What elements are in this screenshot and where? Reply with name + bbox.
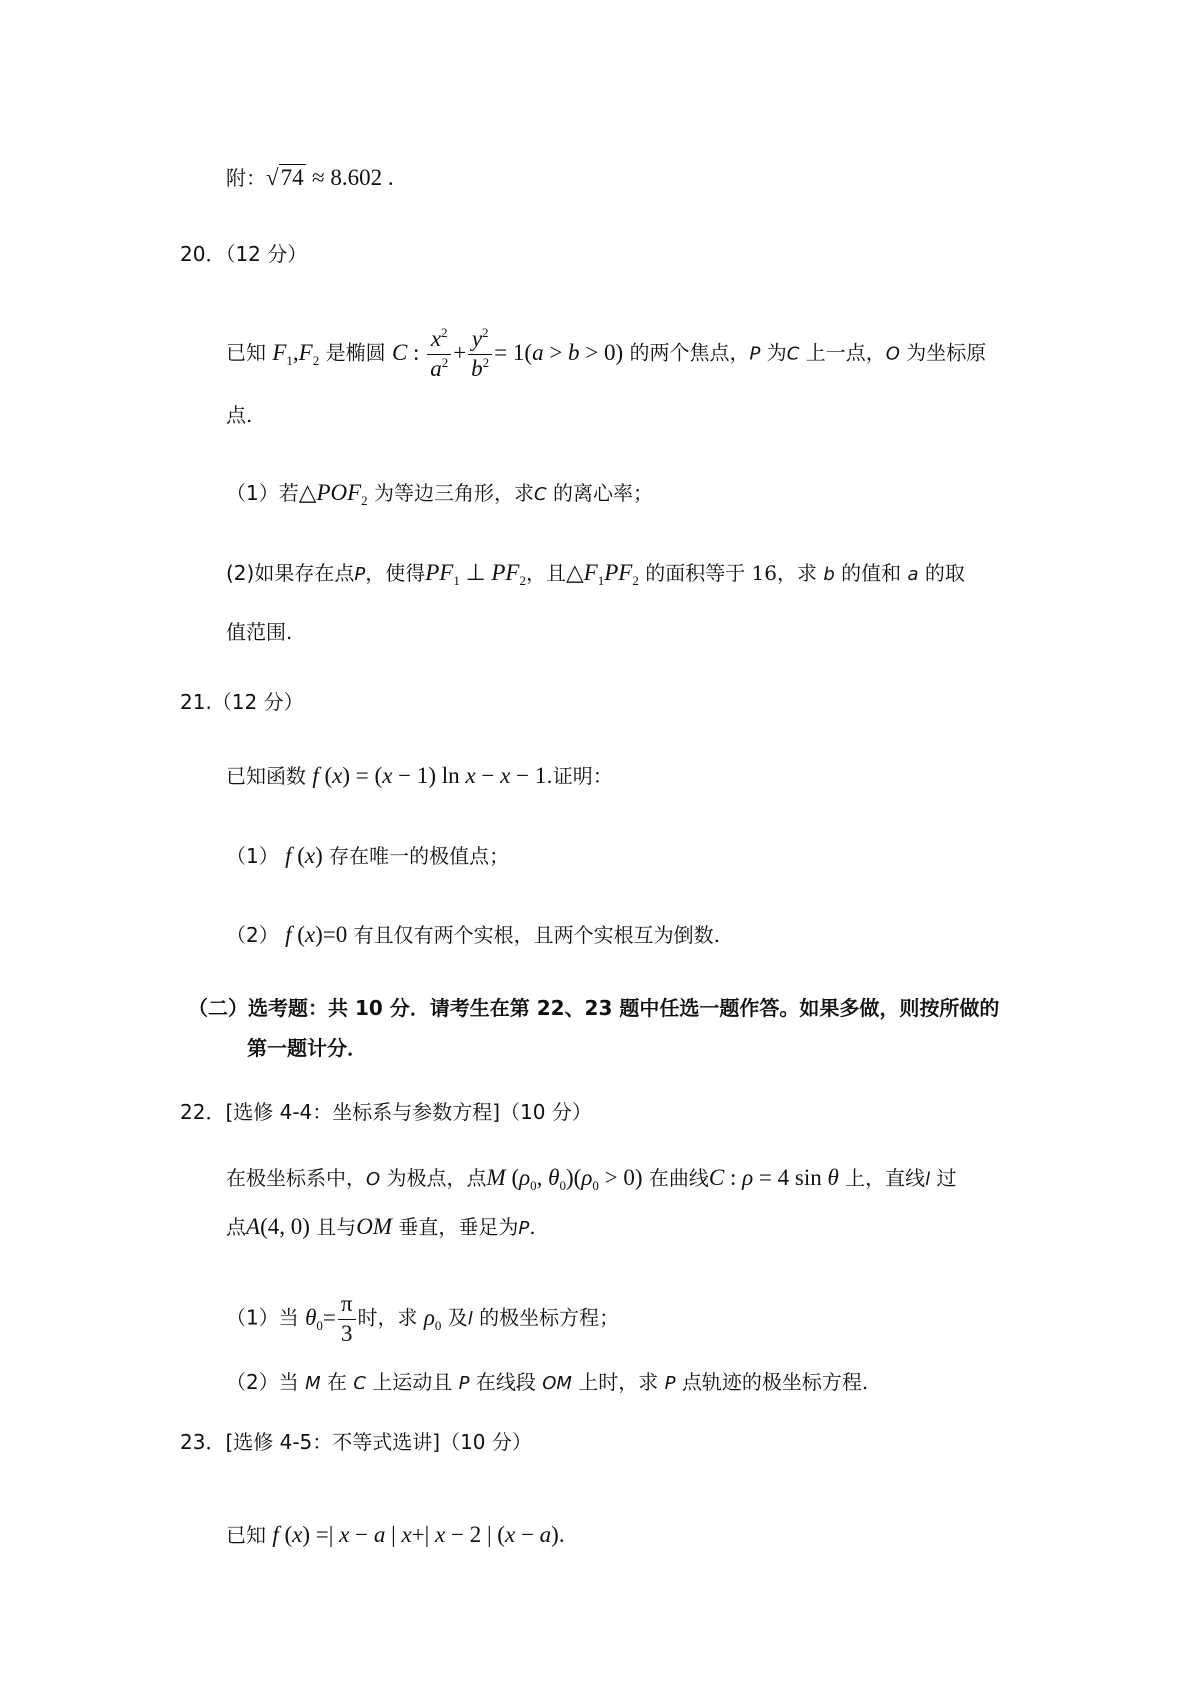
- q20-score: （12 分）: [225, 242, 308, 266]
- q23-stem: 已知 f (x) =| x − a | x+| x − 2 | (x − a).: [226, 1522, 565, 1547]
- q20-header: [180, 244, 307, 264]
- q21-part1: （1） f (x) 存在唯一的极值点；: [226, 843, 510, 868]
- function-f-definition: f (x) = (x − 1) ln x − x − 1: [312, 763, 547, 788]
- section2-heading: （二）选考题：共 10 分．请考生在第 22、23 题中任选一题作答。如果多做，则按所做的: [188, 996, 1000, 1020]
- q21-header: 21.（12 分）: [180, 690, 304, 714]
- q21-part2: （2） f (x)=0 有且仅有两个实根，且两个实根互为倒数.: [226, 922, 720, 947]
- q20-part1: （1）若$\triangle POF_2$ 为等边三角形，求C 的离心率；: [226, 480, 653, 508]
- appendix-label: 附：: [226, 166, 266, 190]
- ellipse-equation: C : $\frac{x^2}{a^2}$ + $\frac{y^2}{b^2}$ = 1(a > b > 0): [391, 325, 624, 381]
- q20-part2-cont: 值范围.: [226, 620, 293, 644]
- q22-header: 22．[选修 4-4：坐标系与参数方程]（10 分）: [180, 1100, 592, 1124]
- section2-heading-cont: 第一题计分．: [247, 1036, 367, 1060]
- appendix-line: [226, 166, 394, 189]
- q20-stem-line2: 点.: [226, 403, 253, 427]
- q20-stem-line1: 已知 $F_1,F_2$ 是椭圆 C : $\frac{x^2}{a^2}$ + $\frac{y^2}{b^2}$ = 1(a > b > 0) 的两个焦点，P 为C 上一点，O 为坐标原: [226, 325, 987, 381]
- q20-part2: (2)如果存在点P，使得$PF_1$ ⊥ $PF_2$，且$\triangle F_1PF_2$ 的面积等于 16，求 b 的值和 a 的取: [226, 560, 965, 588]
- sqrt-74: √74: [266, 165, 304, 190]
- appendix-value: ≈ 8.602 .: [311, 165, 394, 190]
- q21-stem: 已知函数 f (x) = (x − 1) ln x − x − 1.证明：: [226, 763, 613, 788]
- foci-f1-f2: $F_1,F_2$: [272, 339, 320, 368]
- q22-stem-line1: 在极坐标系中，O 为极点，点M ($\rho_0$, $\theta_0)(\rho_0 > 0)$ 在曲线C : ρ = 4 sin θ 上，直线l 过: [226, 1165, 957, 1193]
- q22-stem-line2: 点A(4, 0) 且与OM 垂直，垂足为P.: [226, 1214, 536, 1239]
- q22-part1: （1）当 $\theta_0=$ $\frac{\pi}{3}$ 时，求 $\rho_0$ 及l 的极坐标方程；: [226, 1291, 620, 1346]
- q23-header: 23．[选修 4-5：不等式选讲]（10 分）: [180, 1430, 532, 1454]
- q22-part2: （2）当 M 在 C 上运动且 P 在线段 OM 上时，求 P 点轨迹的极坐标方程.: [226, 1370, 869, 1394]
- q20-number: 20．: [180, 242, 226, 266]
- function-f-abs-definition: f (x) =| x − a | x+| x − 2 | (x − a).: [272, 1522, 565, 1547]
